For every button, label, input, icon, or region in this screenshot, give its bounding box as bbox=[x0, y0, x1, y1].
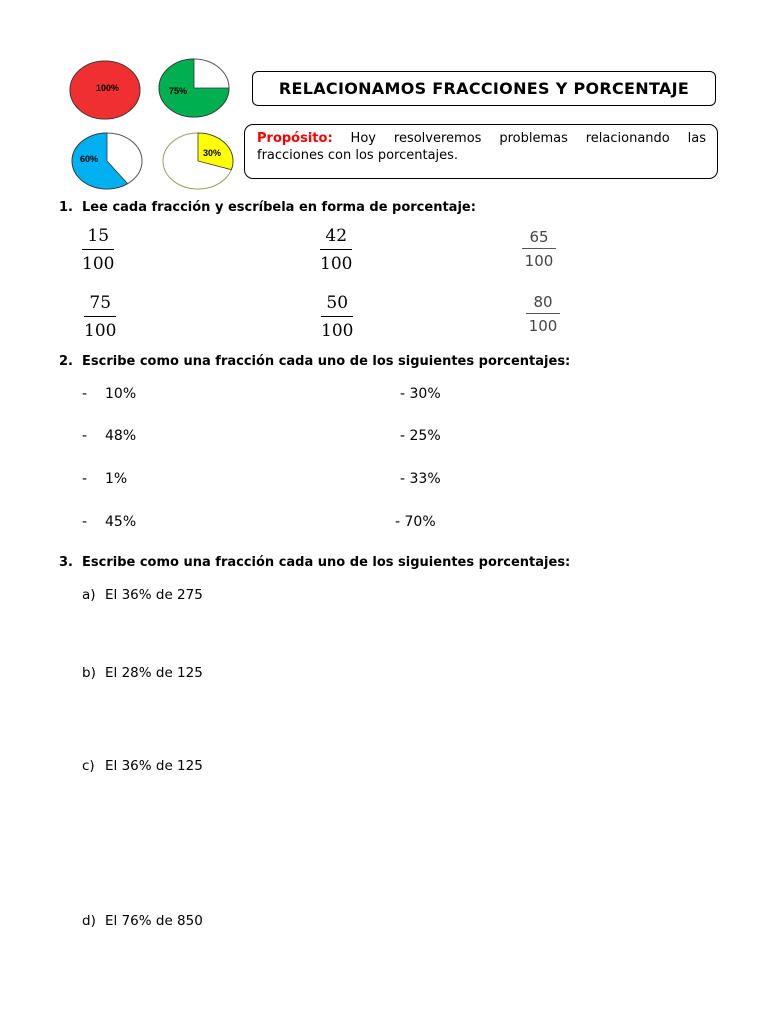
percentage-item: 10% bbox=[105, 386, 137, 402]
fraction-5 bbox=[321, 293, 353, 341]
problem-text: El 36% de 125 bbox=[105, 758, 203, 774]
fraction-1 bbox=[82, 226, 114, 274]
fraction-denominator: 100 bbox=[524, 252, 554, 271]
pie-chart-group bbox=[64, 56, 236, 194]
fraction-6 bbox=[526, 292, 560, 336]
q2-number: 2. bbox=[59, 354, 73, 369]
problem-letter: a) bbox=[82, 587, 96, 603]
list-bullet: - bbox=[82, 386, 88, 402]
fraction-numerator: 42 bbox=[325, 226, 348, 246]
fraction-numerator: 75 bbox=[89, 293, 112, 313]
fraction-bar bbox=[84, 316, 116, 317]
pie-label-100: 100% bbox=[96, 83, 120, 93]
percentage-item: - 33% bbox=[400, 471, 441, 487]
problem-letter: b) bbox=[82, 665, 96, 681]
fraction-2 bbox=[320, 226, 352, 274]
percentage-item: 45% bbox=[105, 514, 137, 530]
fraction-numerator: 15 bbox=[87, 226, 110, 246]
pie-label-75: 75% bbox=[169, 86, 188, 96]
fraction-denominator: 100 bbox=[84, 321, 117, 342]
problem-text: El 36% de 275 bbox=[105, 587, 203, 603]
fraction-denominator: 100 bbox=[82, 254, 115, 275]
list-bullet: - bbox=[82, 471, 88, 487]
percentage-item: 48% bbox=[105, 428, 137, 444]
fraction-numerator: 80 bbox=[533, 293, 553, 311]
q3-number: 3. bbox=[59, 555, 73, 570]
fraction-4 bbox=[84, 293, 116, 341]
q3-heading: Escribe como una fracción cada uno de los siguientes porcentajes: bbox=[82, 555, 571, 570]
purpose-text: Hoy resolveremos problemas relacionando las fracciones con los porcentajes. bbox=[257, 131, 706, 163]
pie-chart-30 bbox=[160, 131, 236, 191]
pie-label-60: 60% bbox=[80, 154, 99, 164]
percentage-item: 1% bbox=[105, 471, 128, 487]
list-bullet: - bbox=[82, 514, 88, 530]
fraction-numerator: 65 bbox=[529, 228, 549, 246]
fraction-bar bbox=[82, 249, 114, 250]
title-box bbox=[252, 71, 716, 106]
pie-chart-75 bbox=[157, 57, 231, 119]
pie-label-30: 30% bbox=[203, 148, 222, 158]
fraction-denominator: 100 bbox=[321, 321, 354, 342]
fraction-denominator: 100 bbox=[320, 254, 353, 275]
pie-chart-100 bbox=[68, 58, 142, 122]
q2-heading: Escribe como una fracción cada uno de los siguientes porcentajes: bbox=[82, 354, 571, 369]
fraction-bar bbox=[526, 313, 560, 314]
list-bullet: - bbox=[82, 428, 88, 444]
fraction-bar bbox=[320, 249, 352, 250]
percentage-item: - 25% bbox=[400, 428, 441, 444]
problem-text: El 76% de 850 bbox=[105, 913, 203, 929]
pie-chart-60 bbox=[70, 131, 146, 191]
fraction-denominator: 100 bbox=[528, 317, 558, 336]
purpose-box bbox=[244, 124, 718, 179]
fraction-bar bbox=[321, 316, 353, 317]
page-title: RELACIONAMOS FRACCIONES Y PORCENTAJE bbox=[278, 79, 690, 98]
problem-text: El 28% de 125 bbox=[105, 665, 203, 681]
fraction-numerator: 50 bbox=[326, 293, 349, 313]
fraction-bar bbox=[522, 248, 556, 249]
fraction-3 bbox=[522, 227, 556, 271]
problem-letter: d) bbox=[82, 913, 96, 929]
problem-letter: c) bbox=[82, 758, 95, 774]
q1-number: 1. bbox=[59, 200, 73, 215]
q1-heading: Lee cada fracción y escríbela en forma de porcentaje: bbox=[82, 200, 476, 215]
percentage-item: - 30% bbox=[400, 386, 441, 402]
percentage-item: - 70% bbox=[395, 514, 436, 530]
purpose-label: Propósito: bbox=[257, 131, 333, 146]
